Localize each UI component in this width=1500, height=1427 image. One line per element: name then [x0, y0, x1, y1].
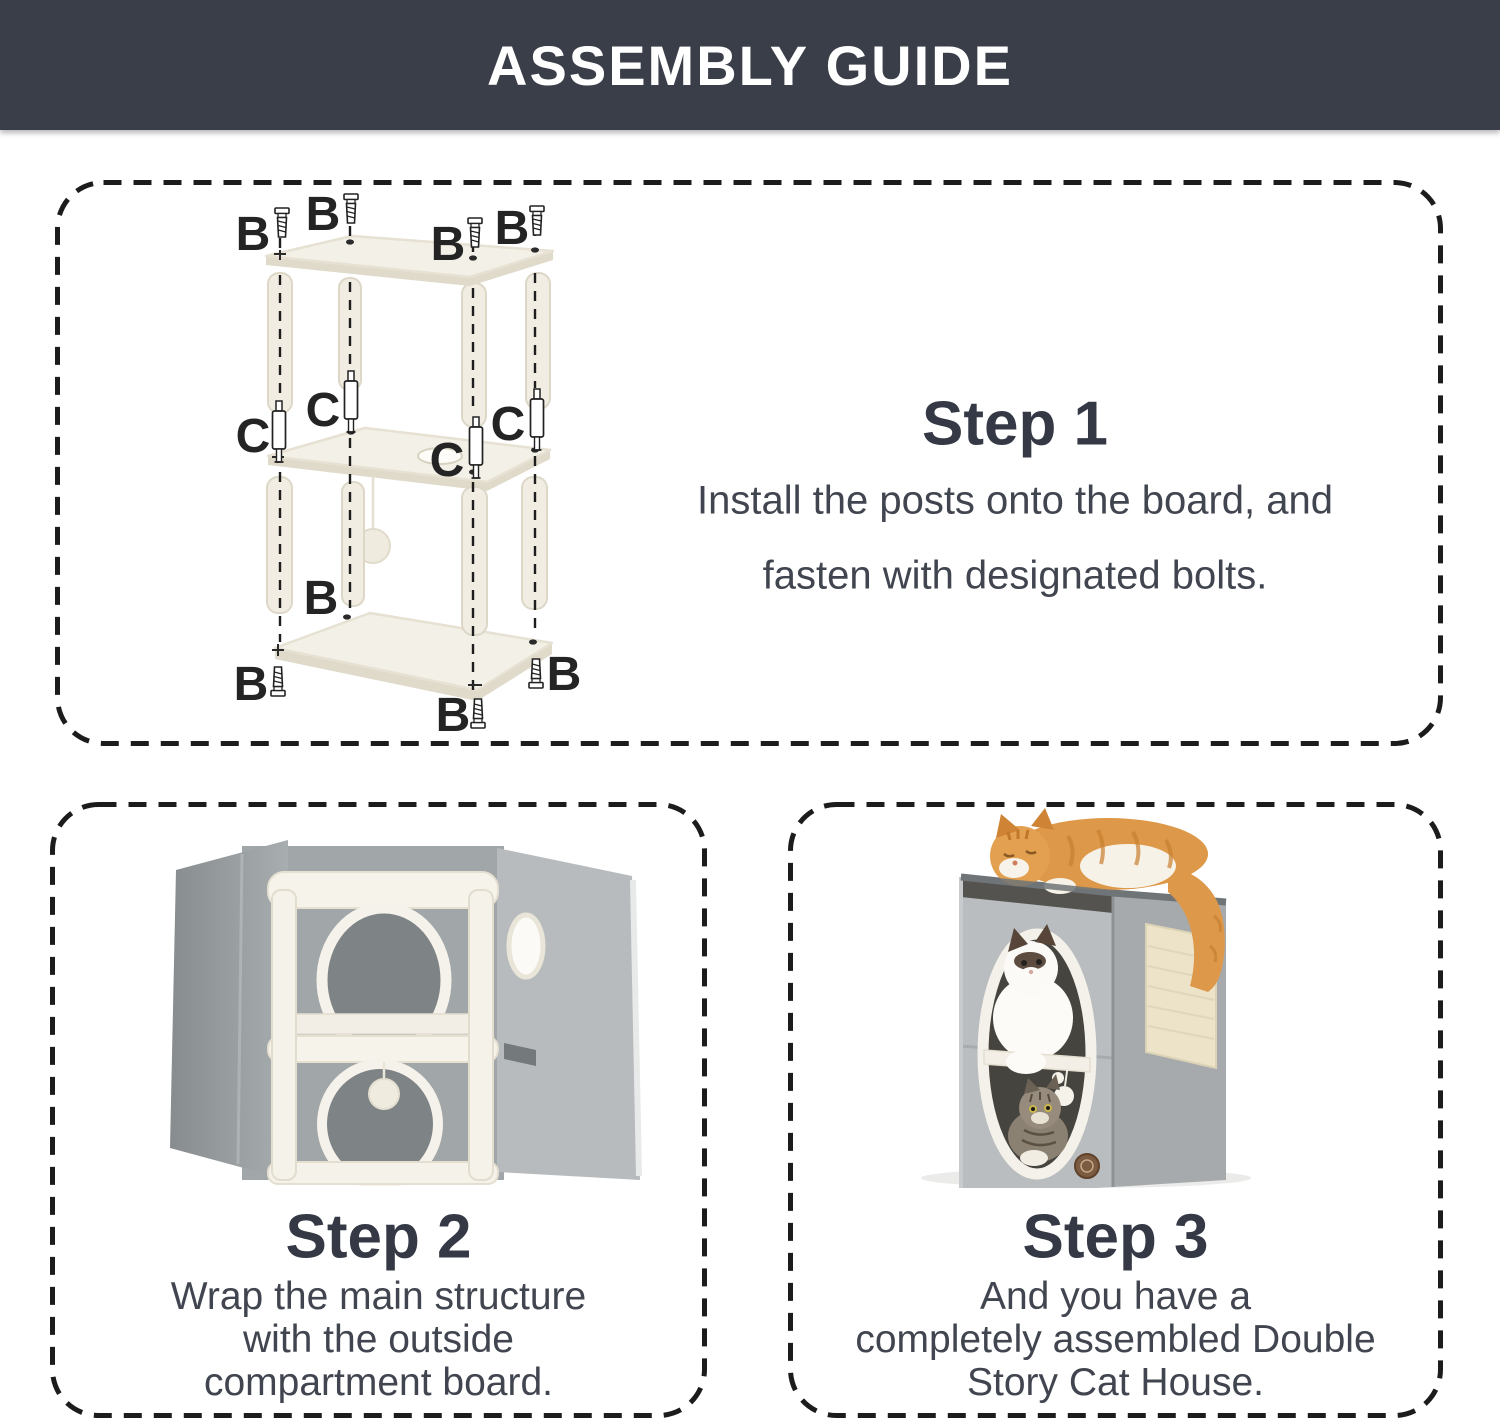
step3-line: completely assembled Double: [855, 1318, 1376, 1361]
part-label-b: B: [494, 202, 530, 255]
part-label-b: B: [233, 658, 269, 711]
white-cat-paw: [1006, 1050, 1046, 1074]
part-label-b: B: [235, 208, 271, 261]
page-title: ASSEMBLY GUIDE: [487, 33, 1013, 97]
bolt-icon: [271, 667, 285, 696]
step3-line: And you have a: [979, 1275, 1252, 1318]
step1-line: Install the posts onto the board, and: [697, 478, 1333, 523]
side-entry-hole: [509, 915, 543, 977]
step1-title: Step 1: [921, 389, 1109, 459]
part-label-c: C: [235, 410, 271, 463]
step3-cat-house-illustration: [828, 806, 1388, 1188]
step1-line: fasten with designated bolts.: [762, 553, 1268, 598]
step1-panel: [55, 180, 1443, 746]
bolt-icon: [468, 218, 482, 247]
step3-panel: [788, 802, 1443, 1418]
bolt-icon: [344, 194, 358, 223]
header-banner: [0, 0, 1500, 130]
bolt-icon: [530, 206, 544, 235]
part-label-c: C: [490, 398, 526, 451]
part-label-c: C: [429, 434, 465, 487]
cat-house: [961, 877, 1226, 1188]
right-wrap-panel: [497, 848, 640, 1180]
brand-logo-patch: [1075, 1154, 1099, 1178]
step2-panel: [50, 802, 707, 1418]
step2-line: compartment board.: [203, 1361, 553, 1404]
step2-line: with the outside: [242, 1318, 514, 1361]
step2-title: Step 2: [285, 1202, 472, 1272]
part-label-b: B: [546, 648, 582, 701]
part-label-b: B: [435, 689, 471, 736]
step1-text-block: [615, 180, 1415, 746]
bolt-icon: [275, 208, 289, 237]
step1-exploded-diagram: [55, 180, 675, 736]
front-right-post: [462, 487, 487, 635]
step2-line: Wrap the main structure: [170, 1275, 587, 1318]
part-label-b: B: [303, 572, 339, 625]
bolt-icon: [471, 699, 485, 728]
step3-title: Step 3: [1022, 1202, 1209, 1272]
part-label-b: B: [305, 188, 341, 241]
part-label-b: B: [430, 218, 466, 271]
bottom-board: [275, 613, 552, 701]
part-label-c: C: [305, 384, 341, 437]
hanging-ball-toy: [369, 1079, 399, 1109]
step3-line: Story Cat House.: [967, 1361, 1264, 1404]
step2-wrap-illustration: [92, 828, 652, 1186]
